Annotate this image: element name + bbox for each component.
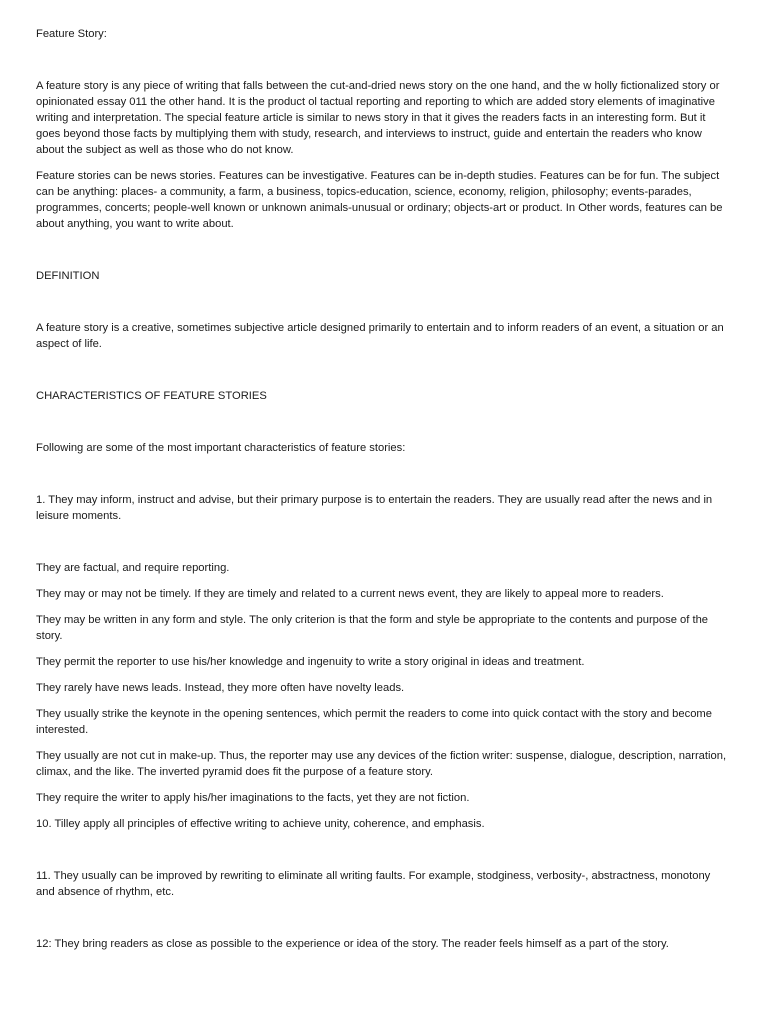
definition-heading: DEFINITION — [36, 270, 100, 282]
document-title: Feature Story: — [36, 28, 107, 40]
intro-paragraph-1: A feature story is any piece of writing that falls between the cut-and-dried news story on the one hand, and the w holly fictionalized story or opinionated essay 011 the other hand. It is the product ol tactual reporting and reporting to which are added story elements of imaginative writing and interpretation. The special feature article is similar to news story in that it gives the readers facts in an interesting form. But it goes beyond those facts by multiplying them with study, research, and interviews to instruct, guide and entertain the readers who know about the subject as well as those who do not know. — [36, 80, 720, 156]
list-item: They are factual, and require reporting. — [36, 562, 230, 574]
intro-paragraph-2: Feature stories can be news stories. Features can be investigative. Features can be in-depth studies. Features can be for fun. The subject can be anything: places- a community, a farm, a business, topics-education, science, economy, religion, philosophy; events-parades, programmes, concerts; people-well known or unknown animals-unusual or ordinary; objects-art or product. In Other words, features can be about anything, you want to write about. — [36, 170, 723, 230]
list-item: They usually are not cut in make-up. Thus, the reporter may use any devices of the fiction writer: suspense, dialogue, description, narration, climax, and the like. The inverted pyramid does fit the purpose of a feature story. — [36, 750, 727, 778]
list-item: They rarely have news leads. Instead, they more often have novelty leads. — [36, 682, 405, 694]
list-item: They may be written in any form and style. The only criterion is that the form and style be appropriate to the contents and purpose of the story. — [36, 614, 709, 642]
list-item: 10. Tilley apply all principles of effective writing to achieve unity, coherence, and emphasis. — [36, 818, 485, 830]
list-item: They usually strike the keynote in the opening sentences, which permit the readers to come into quick contact with the story and become interested. — [36, 708, 712, 736]
list-item: 1. They may inform, instruct and advise, but their primary purpose is to entertain the readers. They are usually read after the news and in leisure moments. — [36, 494, 713, 522]
list-item: They require the writer to apply his/her imaginations to the facts, yet they are not fiction. — [36, 792, 470, 804]
definition-text: A feature story is a creative, sometimes subjective article designed primarily to entertain and to inform readers of an event, a situation or an aspect of life. — [36, 322, 724, 350]
characteristics-heading: CHARACTERISTICS OF FEATURE STORIES — [36, 390, 267, 402]
list-item: 11. They usually can be improved by rewriting to eliminate all writing faults. For example, stodginess, verbosity-, abstractness, monotony and absence of rhythm, etc. — [36, 870, 711, 898]
list-item: 12: They bring readers as close as possible to the experience or idea of the story. The reader feels himself as a part of the story. — [36, 938, 669, 950]
list-item: They permit the reporter to use his/her knowledge and ingenuity to write a story original in ideas and treatment. — [36, 656, 585, 668]
characteristics-intro: Following are some of the most important characteristics of feature stories: — [36, 442, 406, 454]
list-item: They may or may not be timely. If they are timely and related to a current news event, they are likely to appeal more to readers. — [36, 588, 664, 600]
